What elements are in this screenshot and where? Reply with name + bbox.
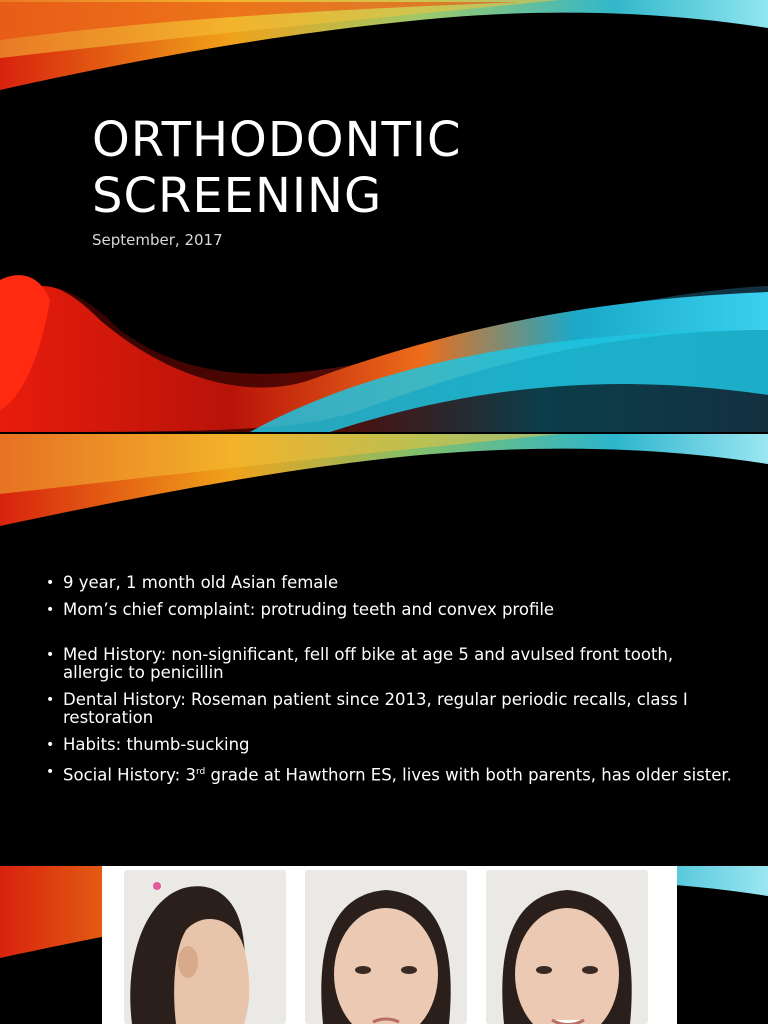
smiling-face-image bbox=[486, 870, 648, 1024]
bullet-social-history: • Social History: 3rd grade at Hawthorn ES, lives with both parents, has older sister. bbox=[46, 764, 732, 785]
profile-photo bbox=[124, 870, 286, 1024]
presentation-date: September, 2017 bbox=[92, 231, 223, 249]
frontal-face-image bbox=[305, 870, 467, 1024]
bullet-dot-icon: • bbox=[46, 602, 55, 618]
bullet-dot-icon: • bbox=[46, 737, 55, 753]
bullet-dot-icon: • bbox=[46, 692, 55, 708]
frontal-photo bbox=[305, 870, 467, 1024]
bullet-habits: • Habits: thumb-sucking bbox=[46, 735, 250, 754]
bullet-chief-complaint: • Mom’s chief complaint: protruding teeth and convex profile bbox=[46, 600, 555, 619]
presentation-title: ORTHODONTIC SCREENING bbox=[92, 112, 462, 224]
bullet-med-history: • Med History: non-significant, fell off bike at age 5 and avulsed front tooth, allergic to penicillin bbox=[46, 645, 674, 682]
history-bullet-list bbox=[46, 574, 736, 794]
bullet-dot-icon: • bbox=[46, 764, 55, 780]
bullet-dental-history: • Dental History: Roseman patient since 2013, regular periodic recalls, class I restoration bbox=[46, 690, 688, 727]
profile-face-image bbox=[124, 870, 286, 1024]
bullet-dot-icon: • bbox=[46, 575, 55, 591]
bullet-dot-icon: • bbox=[46, 647, 55, 663]
patient-photos-panel bbox=[102, 866, 677, 1024]
photos-slide bbox=[0, 866, 768, 1024]
title-slide bbox=[0, 0, 768, 432]
history-slide bbox=[0, 434, 768, 864]
smile-photo bbox=[486, 870, 648, 1024]
bullet-age: • 9 year, 1 month old Asian female bbox=[46, 573, 339, 592]
